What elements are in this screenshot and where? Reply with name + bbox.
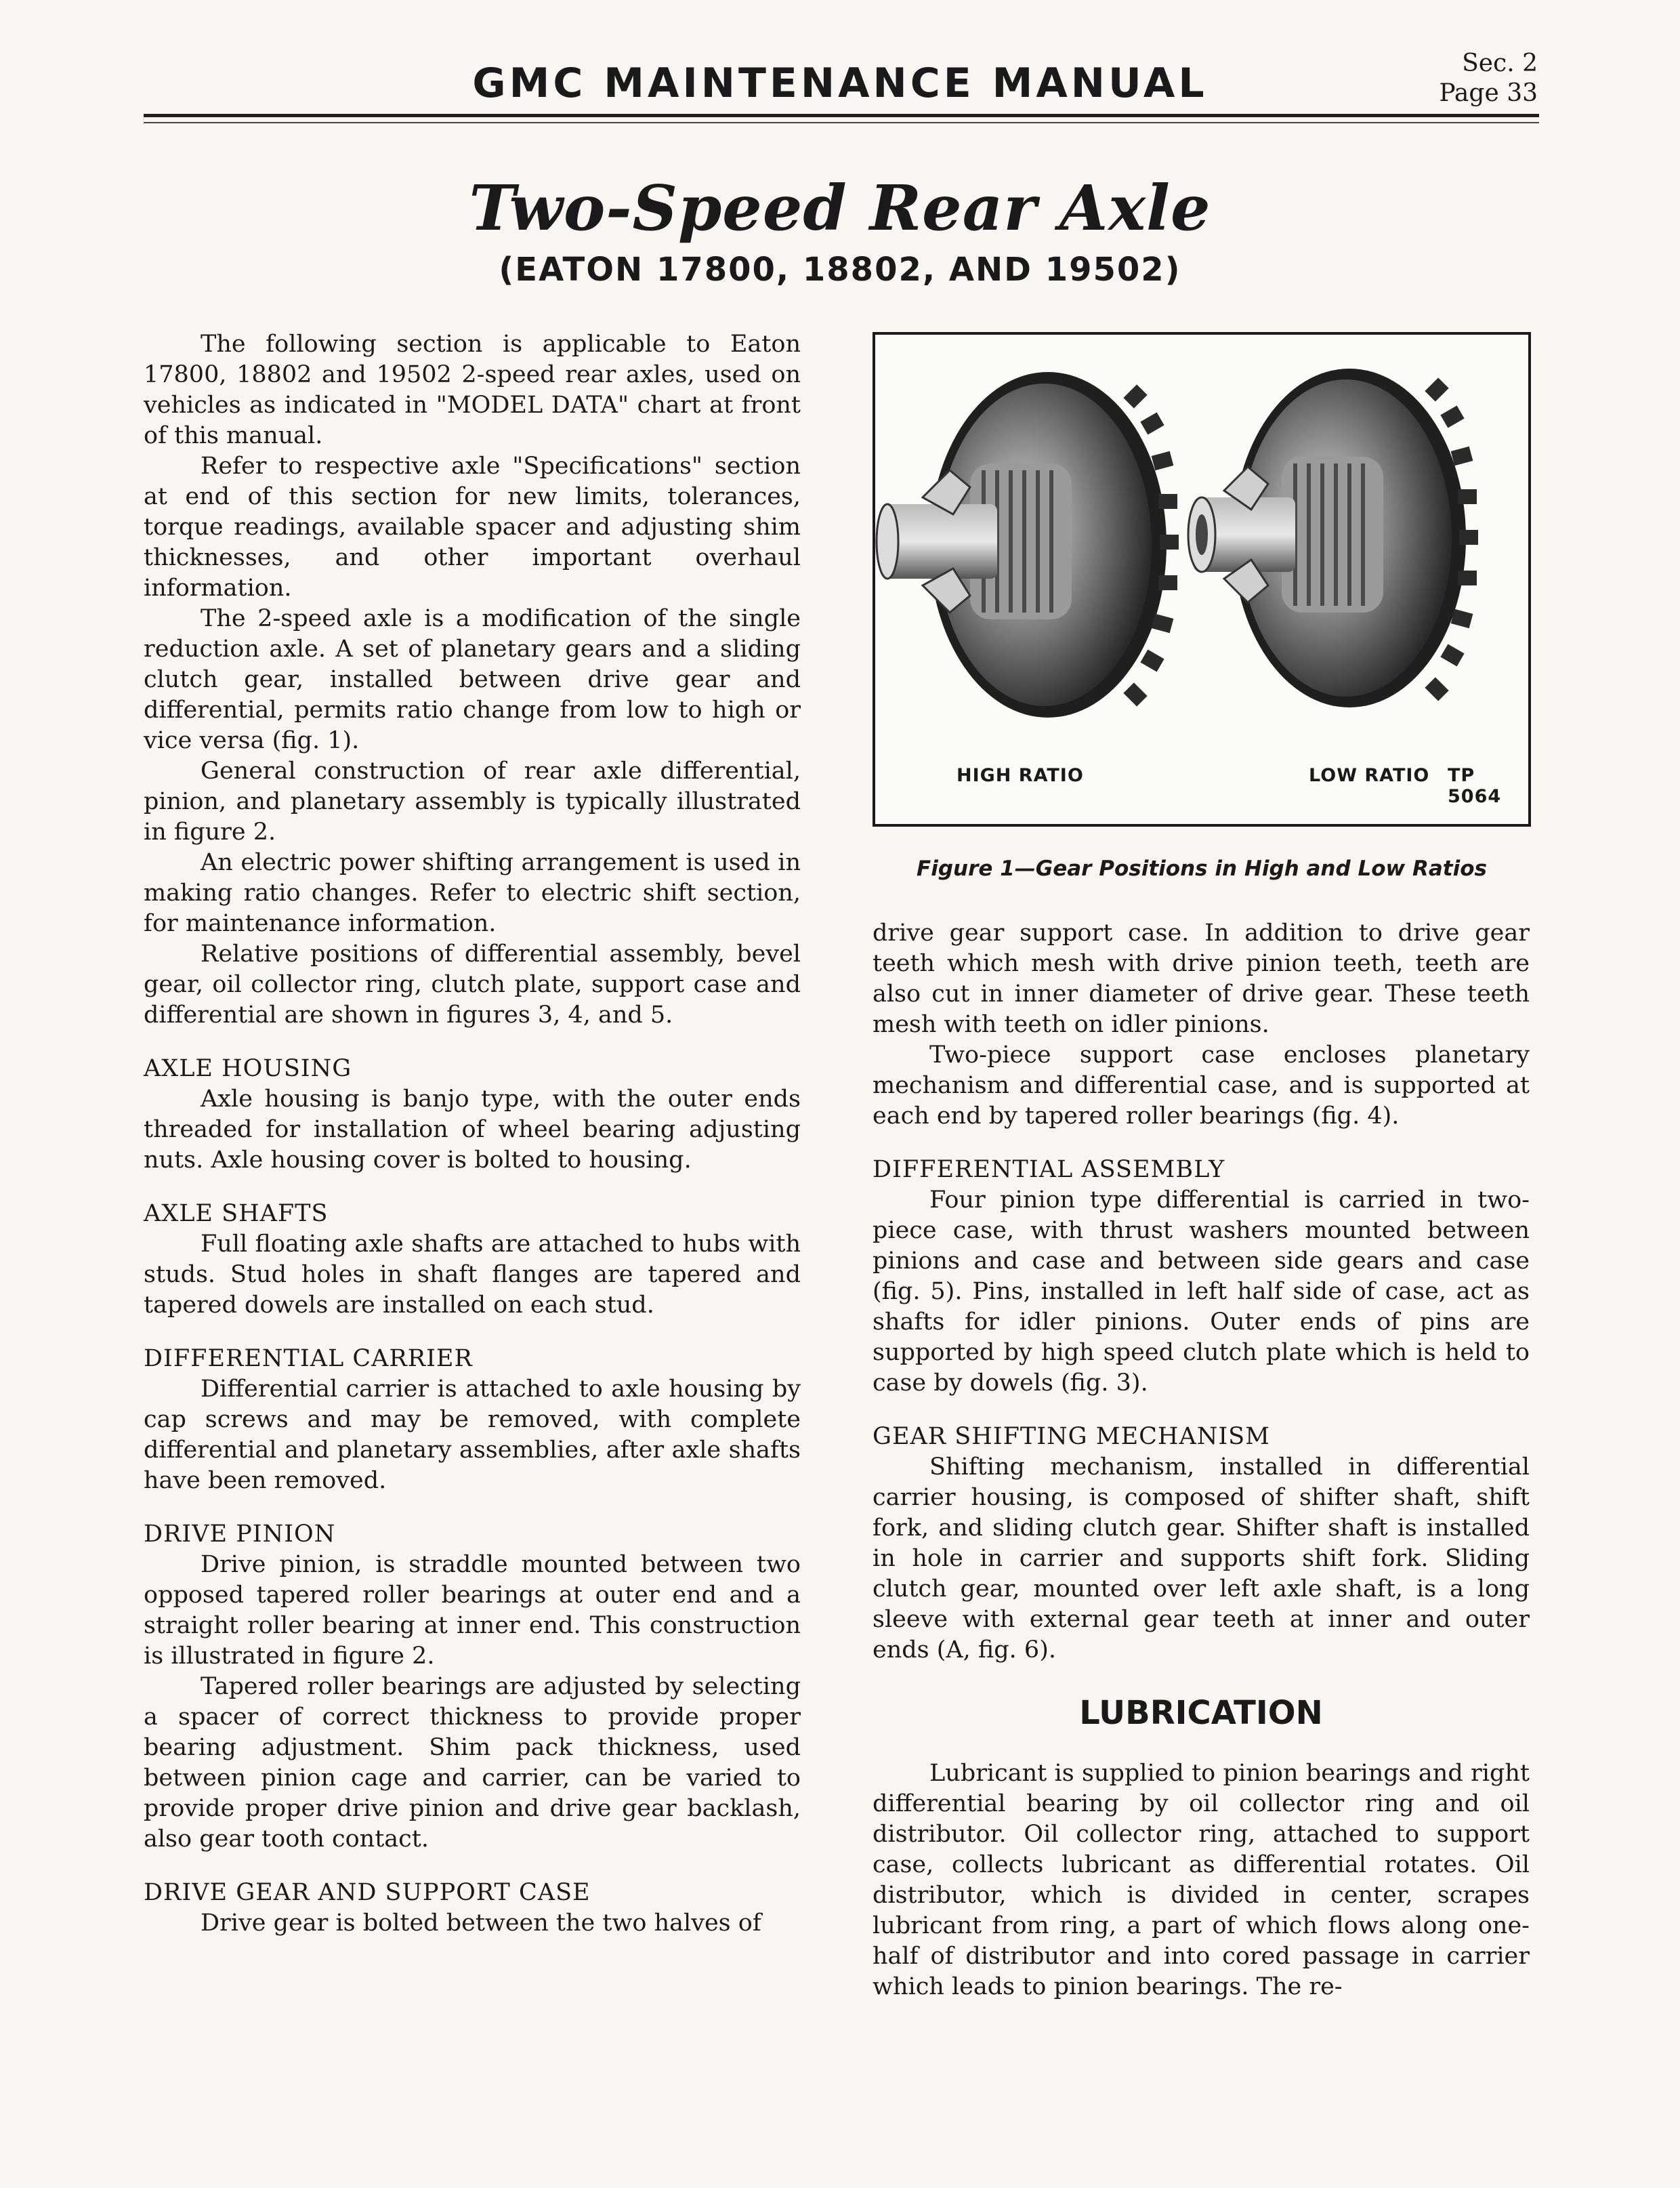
intro-paragraph: General construction of rear axle differential, pinion, and planetary assembly is typically illustrated in figure 2. (144, 758, 801, 846)
page-number: Page 33 (1439, 79, 1538, 107)
right-column (873, 918, 1530, 1666)
section-number: Sec. 2 (1462, 49, 1538, 77)
section-paragraph: Lubricant is supplied to pinion bearings and right differential bearing by oil collector ring and oil distributor. Oil collector ring, attached to support case, collects lubricant as differential rotates. Oil distributor, which is divided in center, scrapes lubricant from ring, a part of which flows along one-half of distributor and into cored passage in carrier which leads to pinion bearings. The re- (873, 1760, 1530, 2000)
intro-paragraph: An electric power shifting arrangement is used in making ratio changes. Refer to electric shift section, for maintenance information. (144, 849, 801, 937)
section-heading: DRIVE PINION (144, 1521, 336, 1548)
gear-assembly-illustration (875, 335, 1528, 824)
low-ratio-label: LOW RATIO (1309, 765, 1430, 786)
manual-title: GMC MAINTENANCE MANUAL (472, 60, 1208, 107)
intro-paragraph: The 2-speed axle is a modification of the single reduction axle. A set of planetary gears and a sliding clutch gear, installed between drive gear and differential, permits ratio change from low to high or vice versa (fig. 1). (144, 605, 801, 754)
figure-1 (873, 332, 1531, 827)
left-column (144, 329, 801, 1939)
section-paragraph: Shifting mechanism, installed in differential carrier housing, is composed of shifter shaft, shift fork, and sliding clutch gear. Shifter shaft is installed in hole in carrier and supports shift fork. Sliding clutch gear, mounted over left axle shaft, is a long sleeve with external gear teeth at inner and outer ends (A, fig. 6). (873, 1453, 1530, 1664)
section-heading: DIFFERENTIAL CARRIER (144, 1345, 473, 1372)
figure-reference-code: TP 5064 (1448, 765, 1502, 807)
section-paragraph: Drive pinion, is straddle mounted between two opposed tapered roller bearings at outer end and a straight roller bearing at inner end. This construction is illustrated in figure 2. (144, 1551, 801, 1670)
header-rule-thin (144, 122, 1539, 123)
page-title: Two-Speed Rear Axle (469, 171, 1211, 245)
section-paragraph: Tapered roller bearings are adjusted by selecting a spacer of correct thickness to provide proper bearing adjustment. Shim pack thickness, used between pinion cage and carrier, can be varied to provide proper drive pinion and drive gear backlash, also gear tooth contact. (144, 1673, 801, 1853)
section-heading: AXLE HOUSING (144, 1055, 352, 1082)
section-paragraph: Four pinion type differential is carried in two-piece case, with thrust washers mounted between pinions and case and between side gears and case (fig. 5). Pins, installed in left half side of case, act as shafts for idler pinions. Outer ends of pins are supported by high speed clutch plate which is held to case by dowels (fig. 3). (873, 1186, 1530, 1397)
section-paragraph: Differential carrier is attached to axle housing by cap screws and may be removed, with complete differential and planetary assemblies, after axle shafts have been removed. (144, 1376, 801, 1494)
section-heading: AXLE SHAFTS (144, 1200, 329, 1227)
section-heading: DIFFERENTIAL ASSEMBLY (873, 1156, 1225, 1183)
lubrication-section (873, 1758, 1530, 2002)
low-ratio-gear-illustration (1188, 369, 1478, 707)
page-subtitle: (EATON 17800, 18802, AND 19502) (499, 251, 1181, 289)
high-ratio-gear-illustration (877, 372, 1179, 718)
section-paragraph: Axle housing is banjo type, with the outer ends threaded for installation of wheel bearing adjusting nuts. Axle housing cover is bolted to housing. (144, 1086, 801, 1174)
header-rule (144, 114, 1539, 117)
section-paragraph: Two-piece support case encloses planetary mechanism and differential case, and is supported at each end by tapered roller bearings (fig. 4). (873, 1041, 1530, 1130)
figure-caption: Figure 1—Gear Positions in High and Low Ratios (917, 856, 1487, 881)
intro-paragraph: Refer to respective axle "Specifications" section at end of this section for new limits, tolerances, torque readings, available spacer and adjusting shim thicknesses, and other important overhaul information. (144, 453, 801, 602)
lubrication-heading: LUBRICATION (1079, 1694, 1323, 1732)
section-heading: GEAR SHIFTING MECHANISM (873, 1423, 1270, 1450)
section-paragraph: Full floating axle shafts are attached to hubs with studs. Stud holes in shaft flanges are tapered and tapered dowels are installed on each stud. (144, 1231, 801, 1319)
intro-paragraph: Relative positions of differential assembly, bevel gear, oil collector ring, clutch plate, support case and differential are shown in figures 3, 4, and 5. (144, 941, 801, 1029)
intro-paragraph: The following section is applicable to Eaton 17800, 18802 and 19502 2-speed rear axles, used on vehicles as indicated in "MODEL DATA" chart at front of this manual. (144, 331, 801, 449)
section-paragraph: drive gear support case. In addition to drive gear teeth which mesh with drive pinion teeth, teeth are also cut in inner diameter of drive gear. These teeth mesh with teeth on idler pinions. (873, 920, 1530, 1038)
section-paragraph: Drive gear is bolted between the two halves of (201, 1910, 761, 1937)
section-page-ref (1409, 49, 1538, 108)
high-ratio-label: HIGH RATIO (957, 765, 1084, 786)
section-heading: DRIVE GEAR AND SUPPORT CASE (144, 1879, 591, 1906)
